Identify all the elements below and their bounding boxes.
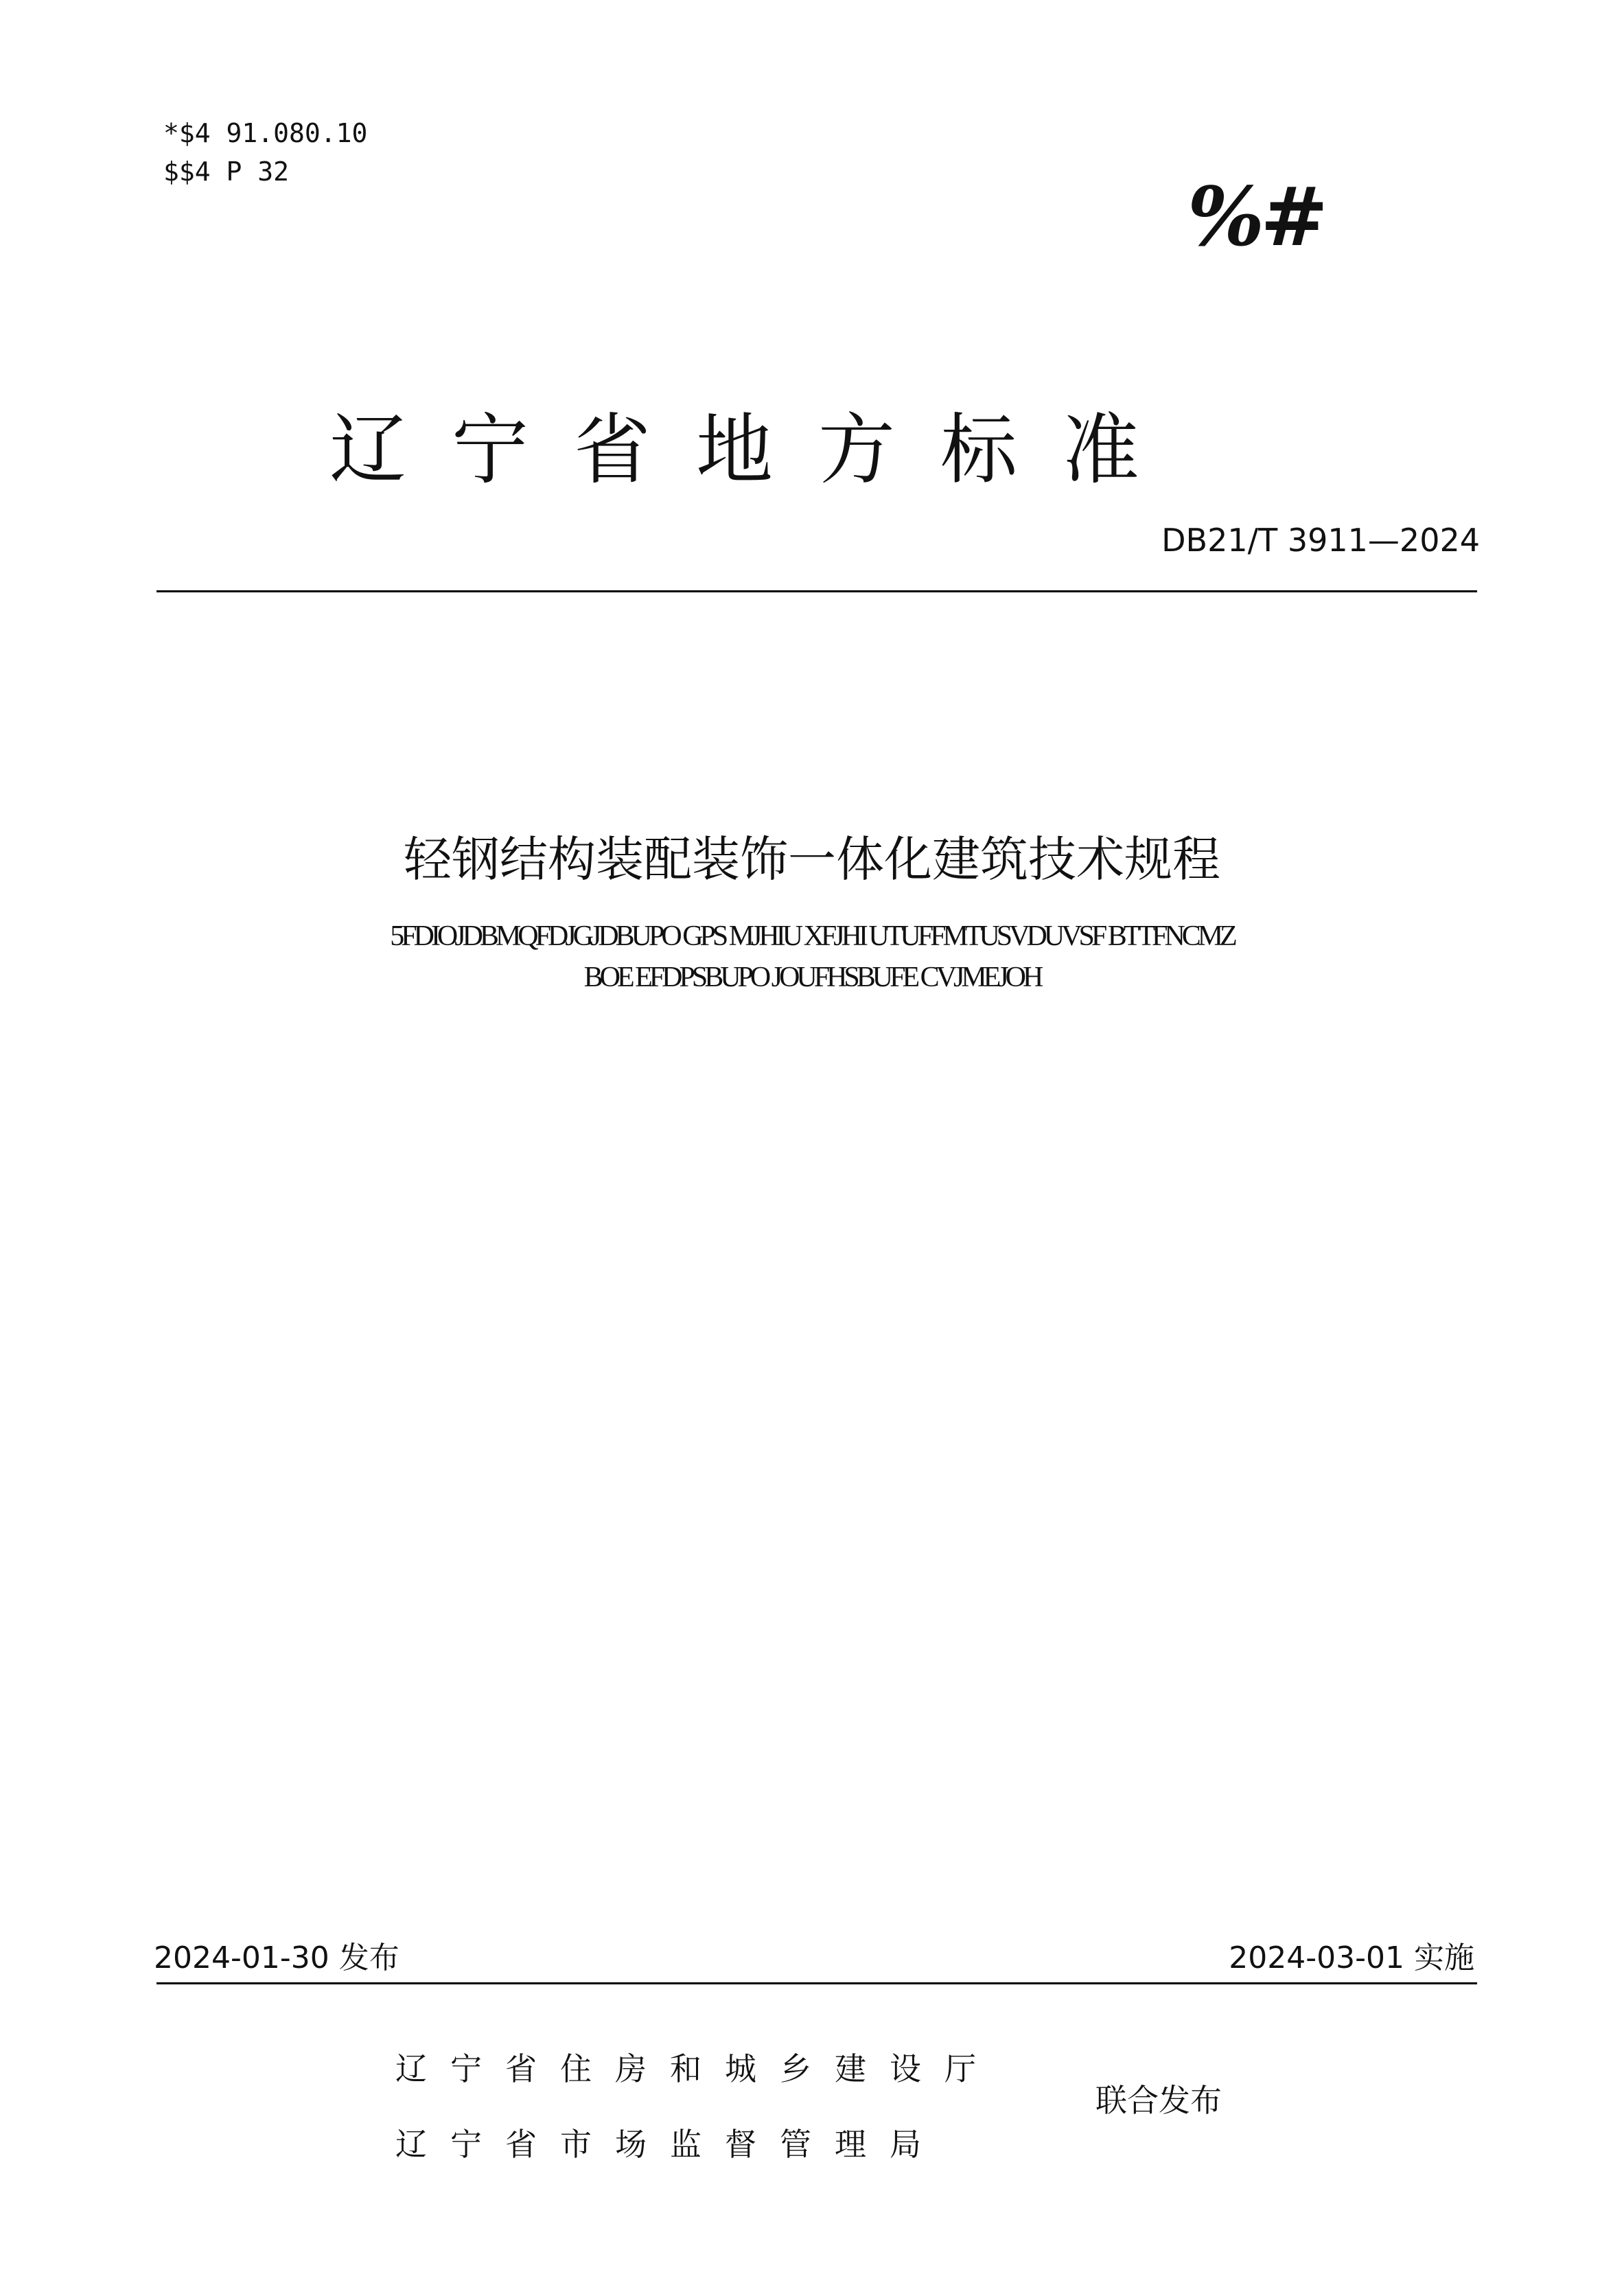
document-title-english-line-2: BOE EFDPSBUPO JOUFHSBUFE CVJMEJOH <box>583 962 1041 993</box>
top-divider <box>156 590 1477 592</box>
standard-class-title: 辽宁省地方标准 <box>329 406 1185 495</box>
issue-date: 2024-01-30 发布 <box>154 1940 399 1975</box>
bottom-divider <box>156 1982 1477 1984</box>
standard-number: DB21/T 3911—2024 <box>1161 522 1480 559</box>
ics-code: *$4 91.080.10 <box>163 118 368 148</box>
issuer-housing-department: 辽宁省住房和城乡建设厅 <box>395 2050 999 2087</box>
document-title-english-line-1: 5FDIOJDBMQFDJGJDBUPO GPS MJHIU XFJHI UTUFFMTUSVDUVSF BTTFNCMZ <box>390 920 1234 952</box>
document-title-chinese: 轻钢结构装配装饰一体化建筑技术规程 <box>404 831 1220 888</box>
issuer-market-regulation-bureau: 辽宁省市场监督管理局 <box>395 2126 944 2163</box>
ccs-code: $$4 P 32 <box>163 156 290 187</box>
joint-issue-label: 联合发布 <box>1095 2082 1222 2119</box>
db-logo: %# <box>1187 169 1324 264</box>
implementation-date: 2024-03-01 实施 <box>1229 1940 1474 1975</box>
